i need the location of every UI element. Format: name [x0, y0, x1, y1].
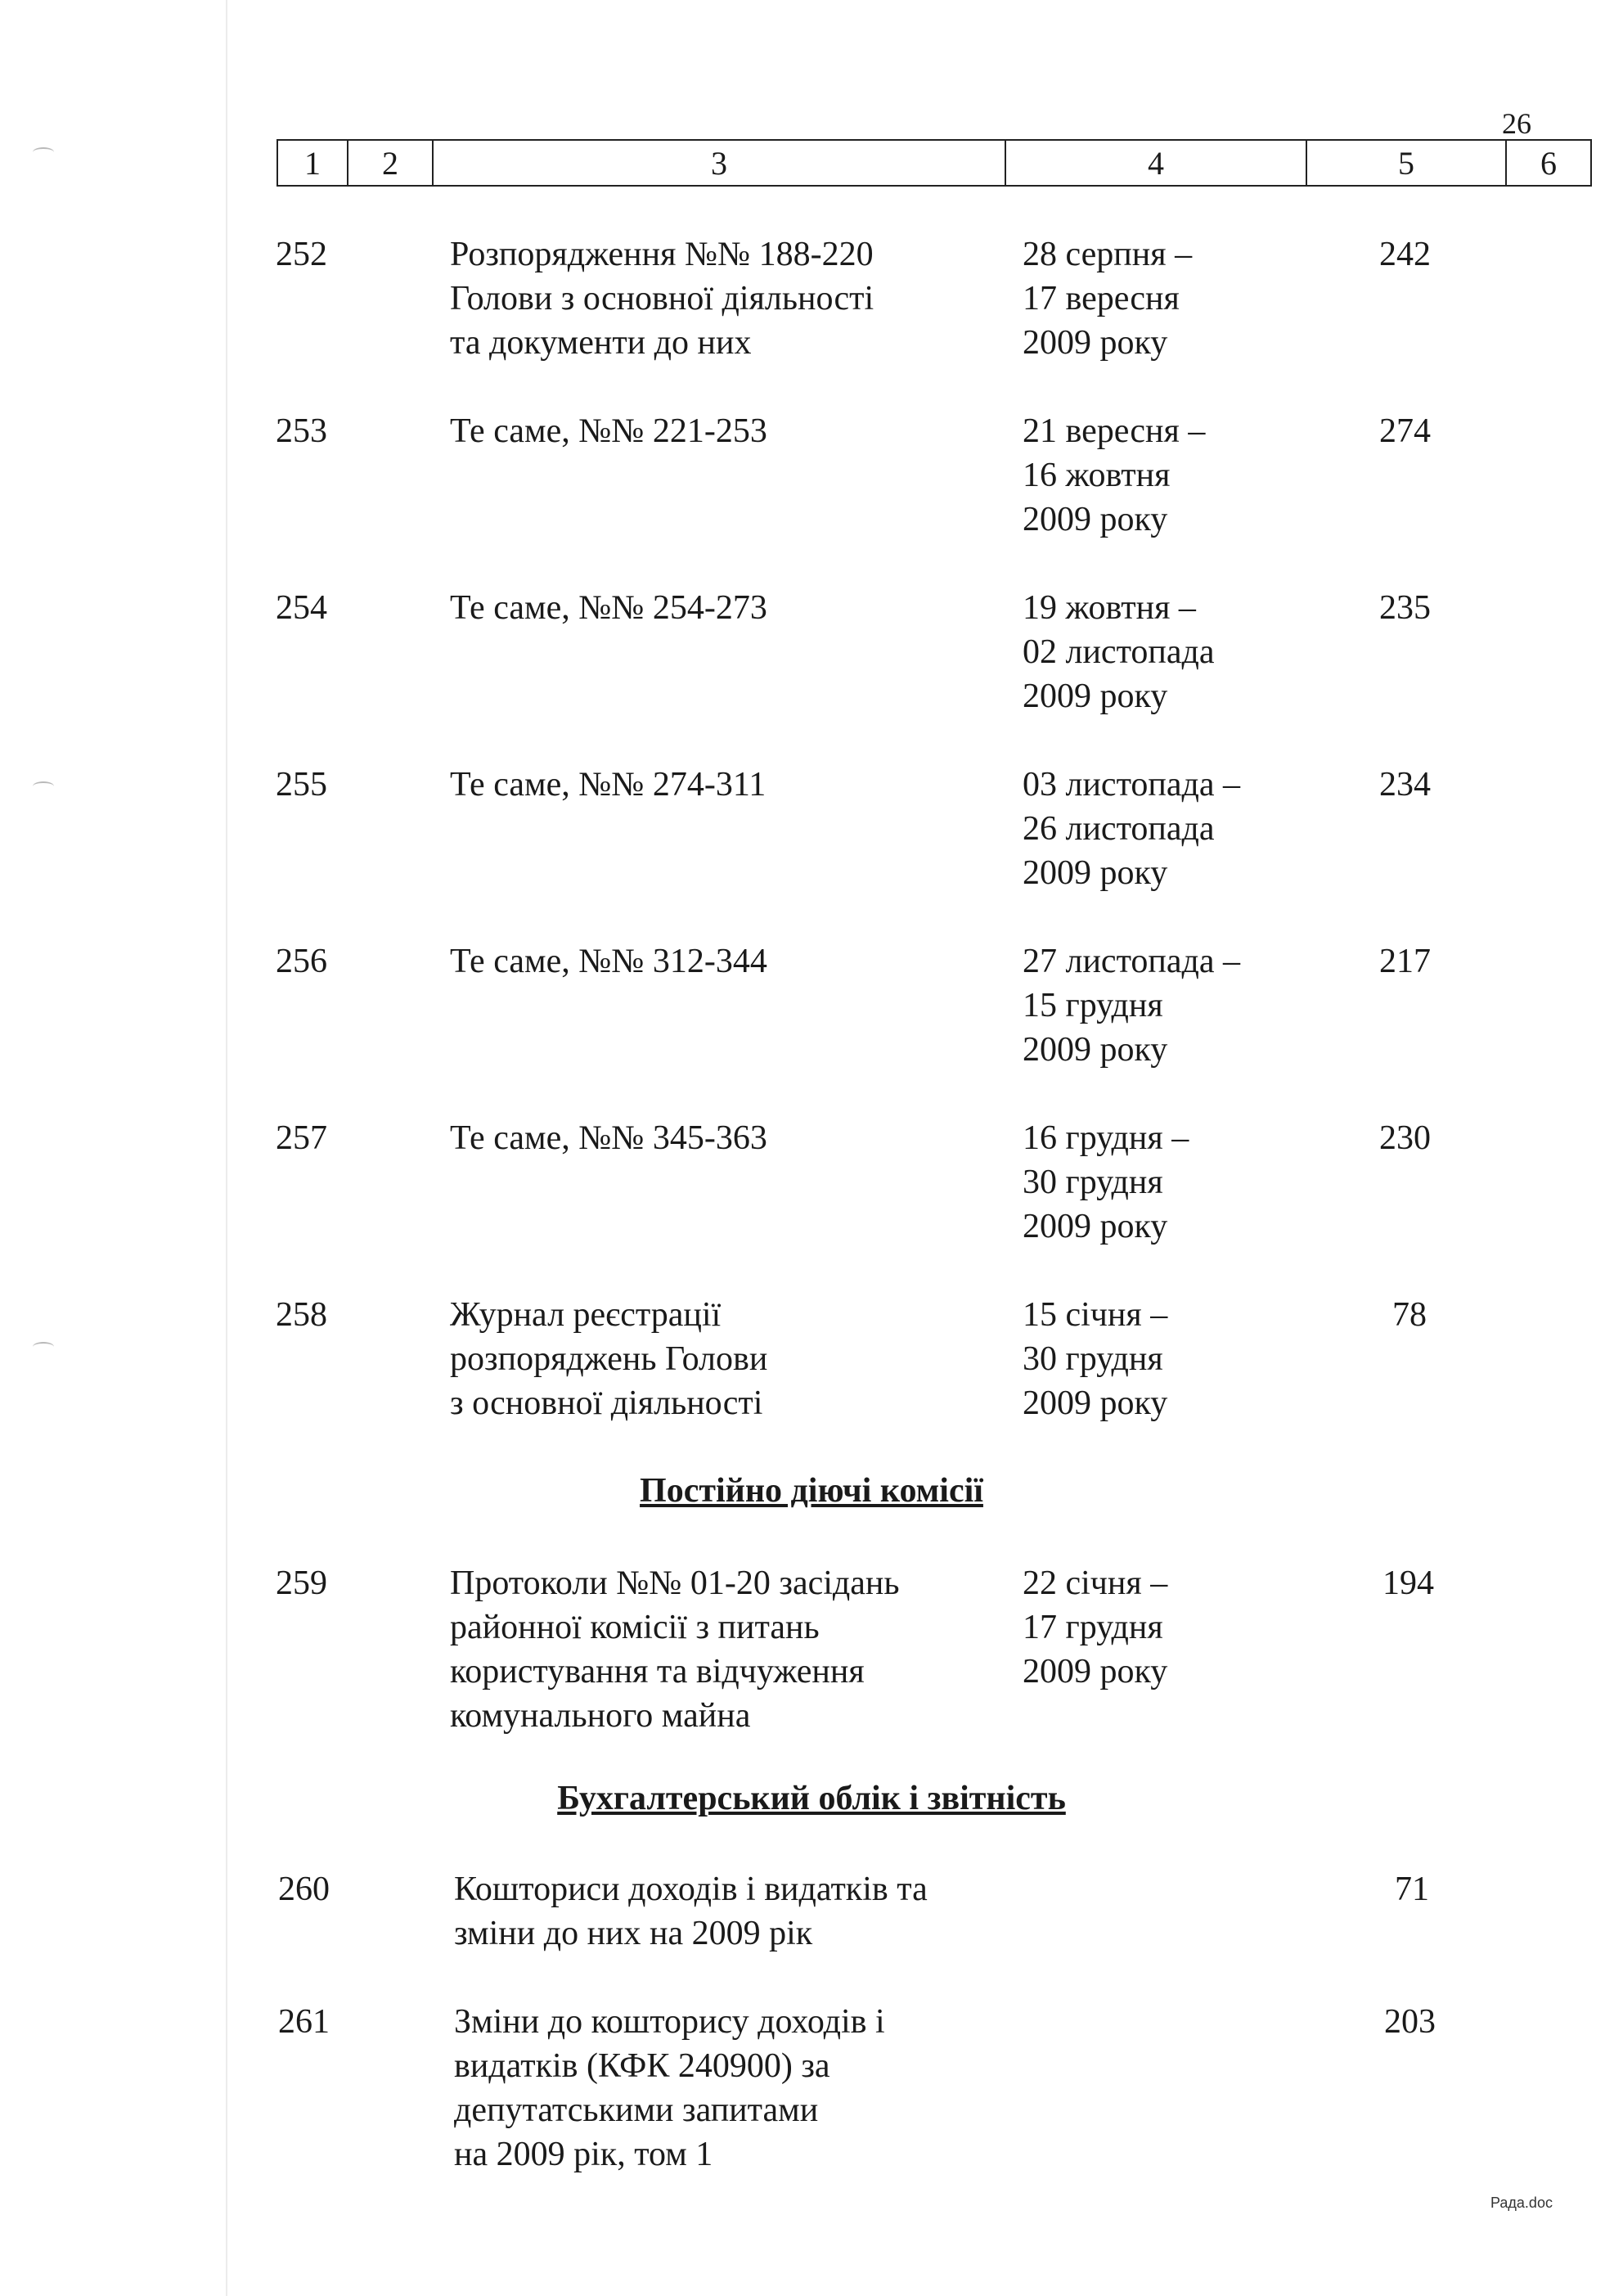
section-heading-accounting: Бухгалтерський облік і звітність [557, 1780, 1066, 1817]
row-title: Те саме, №№ 221-253 [450, 412, 767, 450]
row-number: 256 [276, 943, 327, 980]
section-heading-commissions: Постійно діючі комісії [640, 1472, 983, 1510]
scan-edge [226, 0, 227, 2296]
punch-mark [33, 781, 54, 791]
row-title: Розпорядження №№ 188-220 Голови з основної діяльності та документи до них [450, 236, 874, 362]
column-header-5: 5 [1307, 141, 1507, 185]
row-number: 260 [278, 1871, 330, 1908]
punch-mark [33, 147, 54, 157]
column-header-4: 4 [1006, 141, 1307, 185]
row-dates: 19 жовтня – 02 листопада 2009 року [1023, 589, 1215, 715]
row-dates: 27 листопада – 15 грудня 2009 року [1023, 943, 1241, 1069]
row-dates: 28 серпня – 17 вересня 2009 року [1023, 236, 1193, 362]
row-sheet-count: 78 [1392, 1296, 1427, 1334]
row-sheet-count: 235 [1379, 589, 1431, 627]
row-number: 258 [276, 1296, 327, 1334]
row-title: Кошториси доходів і видатків та зміни до них на 2009 рік [454, 1871, 928, 1952]
row-sheet-count: 234 [1379, 766, 1431, 804]
row-number: 261 [278, 2003, 330, 2041]
footer-filename: Рада.doc [1490, 2195, 1553, 2211]
column-header-1: 1 [278, 141, 348, 185]
row-dates: 22 січня – 17 грудня 2009 року [1023, 1564, 1168, 1690]
column-header-table [276, 139, 1592, 187]
row-title: Те саме, №№ 312-344 [450, 943, 767, 980]
row-title: Те саме, №№ 274-311 [450, 766, 767, 804]
row-number: 257 [276, 1119, 327, 1157]
column-header-6: 6 [1540, 144, 1557, 182]
row-title: Те саме, №№ 254-273 [450, 589, 767, 627]
column-header-3: 3 [434, 141, 1006, 185]
row-dates: 15 січня – 30 грудня 2009 року [1023, 1296, 1168, 1422]
row-number: 259 [276, 1564, 327, 1602]
row-sheet-count: 230 [1379, 1119, 1431, 1157]
column-header-2: 2 [348, 141, 434, 185]
row-dates: 16 грудня – 30 грудня 2009 року [1023, 1119, 1189, 1245]
row-dates: 21 вересня – 16 жовтня 2009 року [1023, 412, 1206, 538]
row-number: 253 [276, 412, 327, 450]
row-title: Зміни до кошторису доходів і видатків (КФК 240900) за депутатськими запитами на 2009 рік, том 1 [454, 2003, 885, 2173]
row-number: 254 [276, 589, 327, 627]
row-sheet-count: 203 [1384, 2003, 1436, 2041]
page-number: 26 [1502, 107, 1531, 140]
row-dates: 03 листопада – 26 листопада 2009 року [1023, 766, 1241, 892]
row-sheet-count: 217 [1379, 943, 1431, 980]
row-sheet-count: 194 [1382, 1564, 1434, 1602]
row-sheet-count: 274 [1379, 412, 1431, 450]
row-sheet-count: 71 [1395, 1871, 1429, 1908]
punch-mark [33, 1342, 54, 1352]
row-title: Те саме, №№ 345-363 [450, 1119, 767, 1157]
row-number: 255 [276, 766, 327, 804]
row-number: 252 [276, 236, 327, 273]
row-sheet-count: 242 [1379, 236, 1431, 273]
row-title: Журнал реєстрації розпоряджень Голови з основної діяльності [450, 1296, 768, 1422]
row-title: Протоколи №№ 01-20 засідань районної комісії з питань користування та відчуження комунального майна [450, 1564, 900, 1735]
